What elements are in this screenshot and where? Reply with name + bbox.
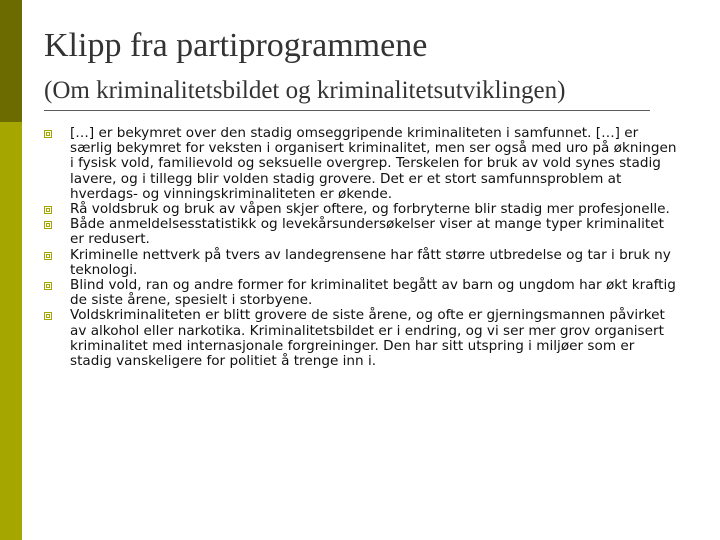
square-bullet-icon [44, 206, 52, 214]
list-item [44, 126, 680, 202]
list-item-text: Voldskriminaliteten er blitt grovere de siste årene, og ofte er gjerningsmannen påvirket av alkohol eller narkotika. Kriminalitetsbildet er i endring, og vi ser mer grov organisert kriminalitet med internasjonale forgreininger. Den har sitt utspring i miljøer som er stadig vanskeligere for politiet å trenge inn i. [70, 307, 665, 370]
list-item [44, 248, 680, 278]
list-item-text: […] er bekymret over den stadig omseggripende kriminaliteten i samfunnet. […] er særlig bekymret for veksten i organisert kriminalitet, men ser også med uro på økningen i fysisk vold, familievold og seksuelle overgrep. Terskelen for bruk av vold synes stadig lavere, og i tillegg blir volden stadig grovere. Det er et stort samfunnsproblem at hverdags- og vinningskriminaliteten er økende. [70, 125, 677, 202]
sidebar-accent-top [0, 0, 22, 122]
square-bullet-icon [44, 130, 52, 138]
slide-subtitle: (Om kriminalitetsbildet og kriminalitetsutviklingen) [44, 77, 566, 104]
list-item [44, 217, 680, 247]
slide-title: Klipp fra partiprogrammene [44, 27, 428, 64]
title-divider [44, 110, 650, 111]
bullet-list [44, 126, 680, 369]
square-bullet-icon [44, 282, 52, 290]
list-item [44, 202, 680, 217]
square-bullet-icon [44, 252, 52, 260]
list-item-text: Blind vold, ran og andre former for kriminalitet begått av barn og ungdom har økt kraftig de siste årene, spesielt i storbyene. [70, 277, 676, 309]
list-item-text: Rå voldsbruk og bruk av våpen skjer oftere, og forbryterne blir stadig mer profesjonelle. [70, 201, 670, 218]
square-bullet-icon [44, 312, 52, 320]
list-item [44, 308, 680, 369]
sidebar-accent-bottom [0, 122, 22, 540]
list-item-text: Både anmeldelsesstatistikk og levekårsundersøkelser viser at mange typer kriminalitet er redusert. [70, 216, 664, 248]
sidebar-accent [0, 0, 22, 540]
list-item [44, 278, 680, 308]
square-bullet-icon [44, 221, 52, 229]
list-item-text: Kriminelle nettverk på tvers av landegrensene har fått større utbredelse og tar i bruk ny teknologi. [70, 246, 671, 278]
